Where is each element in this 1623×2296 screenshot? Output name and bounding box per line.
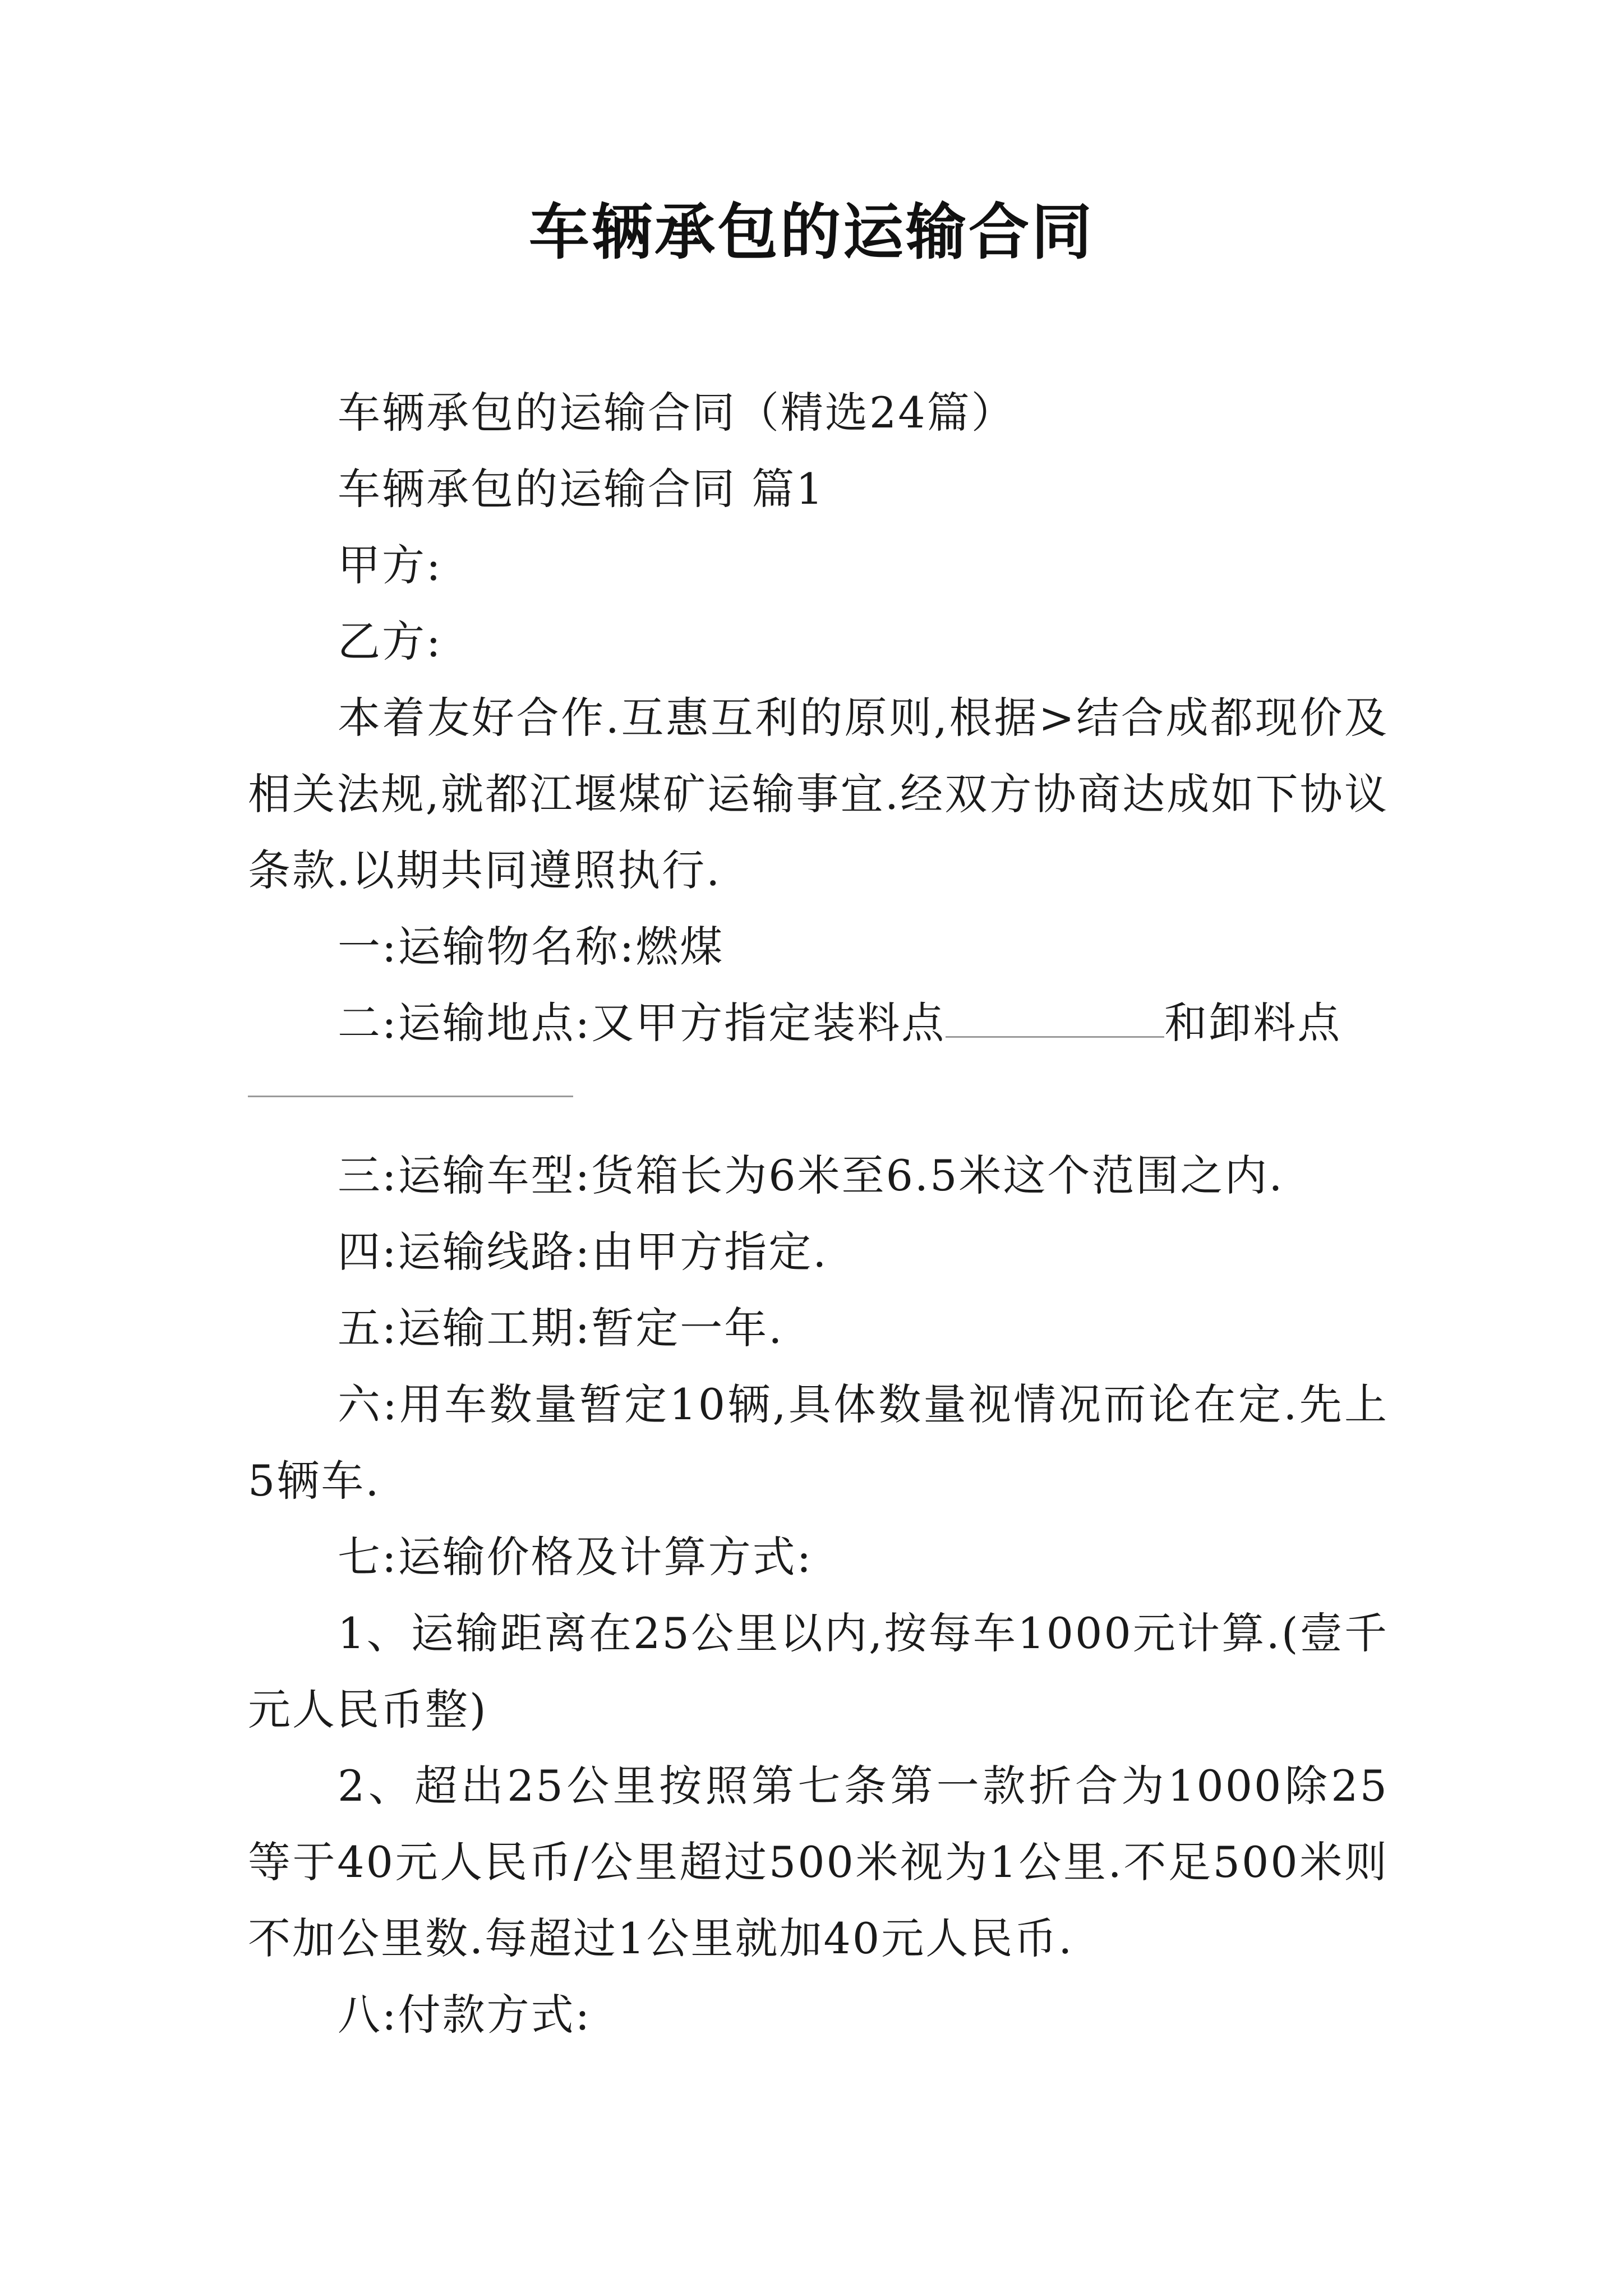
clause-2-text-after: 和卸料点 xyxy=(1164,998,1342,1048)
paragraph-clause-3: 三:运输车型:货箱长为6米至6.5米这个范围之内. xyxy=(338,1151,1284,1200)
unloading-point-blank-line xyxy=(248,1061,1389,1138)
paragraph-clause-2 xyxy=(248,985,1389,1061)
paragraph-clause-1: 一:运输物名称:燃煤 xyxy=(338,922,725,972)
paragraph-clause-7-item-1: 1、运输距离在25公里以内,按每车1000元计算.(壹千元人民币整) xyxy=(248,1608,1389,1734)
loading-point-blank xyxy=(946,1036,1164,1038)
paragraph-clause-8: 八:付款方式: xyxy=(338,1990,592,2040)
paragraph-subtitle: 车辆承包的运输合同（精选24篇） xyxy=(338,388,1016,438)
unloading-point-blank xyxy=(248,1095,573,1097)
document-title: 车辆承包的运输合同 xyxy=(528,197,1094,268)
paragraph-party-a: 甲方: xyxy=(338,540,442,590)
paragraph-clause-6: 六:用车数量暂定10辆,具体数量视情况而论在定.先上5辆车. xyxy=(248,1379,1389,1506)
paragraph-section-heading: 车辆承包的运输合同 篇1 xyxy=(338,464,825,514)
paragraph-clause-7: 七:运输价格及计算方式: xyxy=(338,1532,813,1582)
clause-2-text-before: 二:运输地点:又甲方指定装料点 xyxy=(338,998,946,1048)
paragraph-clause-4: 四:运输线路:由甲方指定. xyxy=(338,1227,828,1277)
paragraph-clause-7-item-2: 2、超出25公里按照第七条第一款折合为1000除25等于40元人民币/公里超过500米视为1公里.不足500米则不加公里数.每超过1公里就加40元人民币. xyxy=(248,1761,1389,1963)
paragraph-clause-5: 五:运输工期:暂定一年. xyxy=(338,1303,784,1353)
document-body xyxy=(248,375,1389,2053)
paragraph-party-b: 乙方: xyxy=(338,616,442,666)
paragraph-preamble: 本着友好合作.互惠互利的原则,根据>结合成都现价及相关法规,就都江堰煤矿运输事宜.经双方协商达成如下协议条款.以期共同遵照执行. xyxy=(248,693,1389,895)
